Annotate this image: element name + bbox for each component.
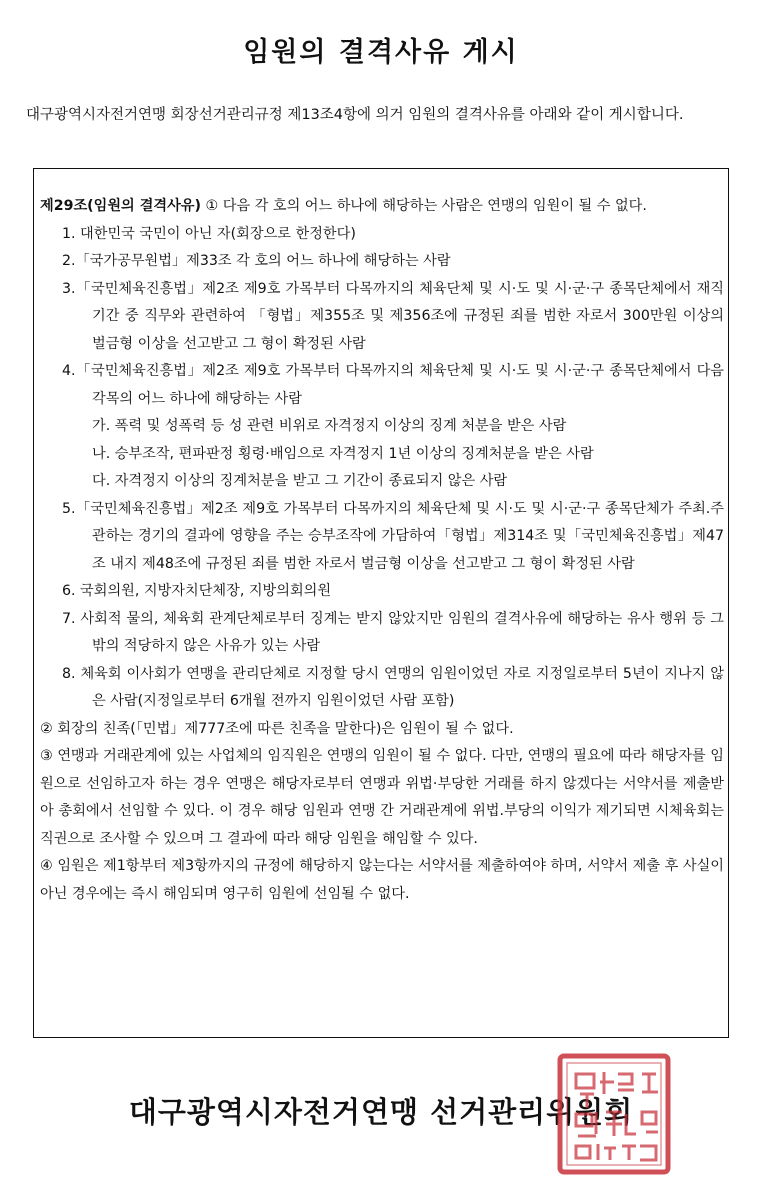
article-1-lead bbox=[40, 193, 724, 221]
intro-text: 대구광역시자전거연맹 회장선거관리규정 제13조4항에 의거 임원의 결격사유를 아래와 같이 게시합니다. bbox=[26, 107, 684, 123]
paragraph-1-lead: ① 다음 각 호의 어느 하나에 해당하는 사람은 연맹의 임원이 될 수 없다. bbox=[205, 198, 647, 214]
list-item: 8. 체육회 이사회가 연맹을 관리단체로 지정할 당시 연맹의 임원이었던 자로 지정일로부터 5년이 지나지 않은 사람(지정일로부터 6개월 전까지 임원이었던 사람 포함) bbox=[62, 665, 724, 709]
paragraph-4: ④ 임원은 제1항부터 제3항까지의 규정에 해당하지 않는다는 서약서를 제출하여야 하며, 서약서 제출 후 사실이 아닌 경우에는 즉시 해임되며 영구히 임원에 선임될 수 없다. bbox=[40, 858, 724, 902]
paragraph-2: ② 회장의 친족(「민법」제777조에 따른 친족을 말한다)은 임원이 될 수 없다. bbox=[40, 720, 514, 737]
list-item: 5.「국민체육진흥법」제2조 제9호 가목부터 다목까지의 체육단체 및 시·도 및 시·군·구 종목단체가 주최.주관하는 경기의 결과에 영향을 주는 승부조작에 가담하여「형법」제314조 및「국민체육진흥법」제47조 내지 제48조에 규정된 죄를 범한 자로서 벌금형 이상을 선고받고 그 형이 확정된 사람 bbox=[62, 500, 724, 572]
sub-item: 가. 폭력 및 성폭력 등 성 관련 비위로 자격정지 이상의 징계 처분을 받은 사람 bbox=[92, 418, 567, 434]
official-seal-icon bbox=[556, 1052, 672, 1176]
list-item: 2.「국가공무원법」제33조 각 호의 어느 하나에 해당하는 사람 bbox=[62, 253, 451, 269]
page-title: 임원의 결격사유 게시 bbox=[243, 37, 519, 68]
sub-item: 나. 승부조작, 편파판정 횡령·배임으로 자격정지 1년 이상의 징계처분을 받은 사람 bbox=[92, 445, 594, 462]
issuer-name: 대구광역시자전거연맹 선거관리위원회 bbox=[128, 1095, 634, 1129]
list-item: 6. 국회의원, 지방자치단체장, 지방의회의원 bbox=[62, 583, 332, 599]
list-item: 1. 대한민국 국민이 아닌 자(회장으로 한정한다) bbox=[62, 225, 356, 242]
article-content bbox=[40, 193, 724, 908]
list-item: 3.「국민체육진흥법」제2조 제9호 가목부터 다목까지의 체육단체 및 시·도 및 시·군·구 종목단체에서 재직기간 중 직무와 관련하여 「형법」제355조 및 제356조에 규정된 죄를 범한 자로서 300만원 이상의 벌금형 이상을 선고받고 그 형이 확정된 사람 bbox=[62, 280, 724, 352]
list-item: 7. 사회적 물의, 체육회 관계단체로부터 징계는 받지 않았지만 임원의 결격사유에 해당하는 유사 행위 등 그 밖의 적당하지 않은 사유가 있는 사람 bbox=[62, 610, 724, 654]
paragraph-3: ③ 연맹과 거래관계에 있는 사업체의 임직원은 연맹의 임원이 될 수 없다. 다만, 연맹의 필요에 따라 해당자를 임원으로 선임하고자 하는 경우 연맹은 해당자로부터 연맹과 위법·부당한 거래를 하지 않겠다는 서약서를 제출받아 총회에서 선임할 수 있다. 이 경우 해당 임원과 연맹 간 거래관계에 위법.부당의 이익가 제기되면 시체육회는 직권으로 조사할 수 있으며 그 결과에 따라 해당 임원을 해임할 수 있다. bbox=[40, 748, 724, 847]
list-item: 4.「국민체육진흥법」제2조 제9호 가목부터 다목까지의 체육단체 및 시·도 및 시·군·구 종목단체에서 다음 각목의 어느 하나에 해당하는 사람 bbox=[62, 363, 724, 407]
article-heading: 제29조(임원의 결격사유) bbox=[40, 198, 201, 214]
sub-item: 다. 자격정지 이상의 징계처분을 받고 그 기간이 종료되지 않은 사람 bbox=[92, 473, 508, 489]
